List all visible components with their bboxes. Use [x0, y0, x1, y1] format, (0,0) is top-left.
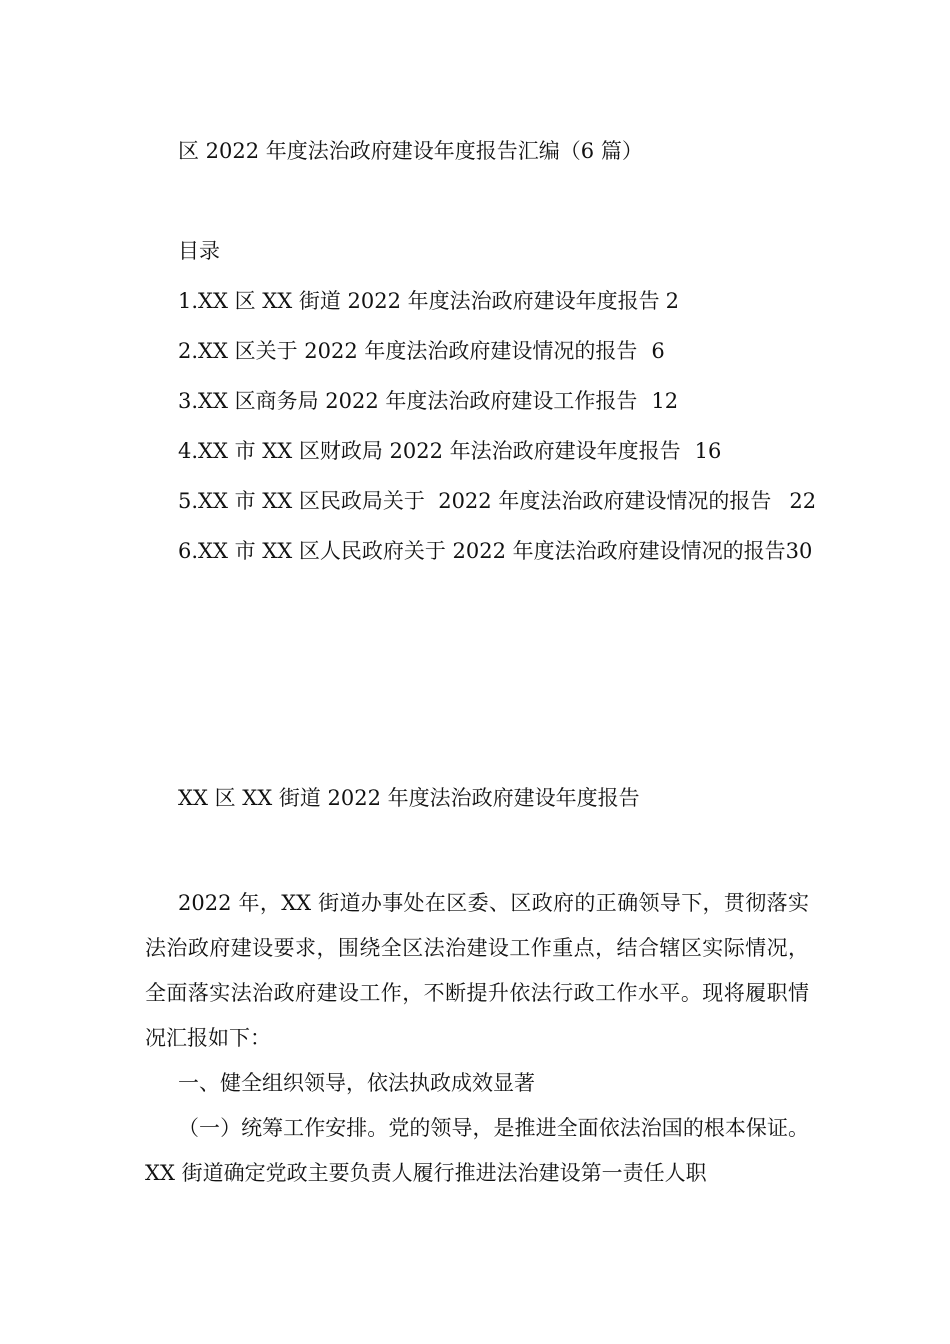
toc-item-page: 6	[651, 339, 665, 363]
toc-item-label: 3.XX 区商务局 2022 年度法治政府建设工作报告	[178, 389, 638, 413]
paragraph: （一）统筹工作安排。党的领导，是推进全面依法治国的根本保证。XX 街道确定党政主要负责人履行推进法治建设第一责任人职	[145, 1116, 809, 1185]
toc-item[interactable]	[178, 487, 816, 537]
toc-item[interactable]	[178, 337, 816, 387]
body-text	[145, 881, 809, 1196]
subheading: 一、健全组织领导，依法执政成效显著	[178, 1071, 535, 1095]
toc-item-label: 6.XX 市 XX 区人民政府关于 2022 年度法治政府建设情况的报告	[178, 539, 786, 563]
toc-item-page: 22	[789, 489, 817, 513]
toc-item[interactable]	[178, 437, 816, 487]
toc-item[interactable]	[178, 387, 816, 437]
toc-item-label: 5.XX 市 XX 区民政局关于 2022 年度法治政府建设情况的报告	[178, 489, 772, 513]
document-title: 区 2022 年度法治政府建设年度报告汇编（6 篇）	[178, 139, 643, 163]
table-of-contents	[178, 287, 816, 587]
toc-item-label: 1.XX 区 XX 街道 2022 年度法治政府建设年度报告	[178, 289, 660, 313]
toc-item-label: 4.XX 市 XX 区财政局 2022 年法治政府建设年度报告	[178, 439, 681, 463]
paragraph: 2022 年，XX 街道办事处在区委、区政府的正确领导下，贯彻落实法治政府建设要求，围绕全区法治建设工作重点，结合辖区实际情况，全面落实法治政府建设工作，不断提升依法行政工作水平。现将履职情况汇报如下：	[145, 891, 809, 1050]
toc-item[interactable]	[178, 287, 816, 337]
toc-item-page: 30	[785, 539, 813, 563]
toc-item-page: 2	[665, 289, 680, 313]
toc-item-page: 12	[651, 389, 679, 413]
toc-item[interactable]	[178, 537, 816, 587]
toc-item-page: 16	[694, 439, 722, 463]
section-title: XX 区 XX 街道 2022 年度法治政府建设年度报告	[178, 786, 640, 810]
toc-item-label: 2.XX 区关于 2022 年度法治政府建设情况的报告	[178, 339, 638, 363]
toc-heading: 目录	[178, 239, 220, 263]
